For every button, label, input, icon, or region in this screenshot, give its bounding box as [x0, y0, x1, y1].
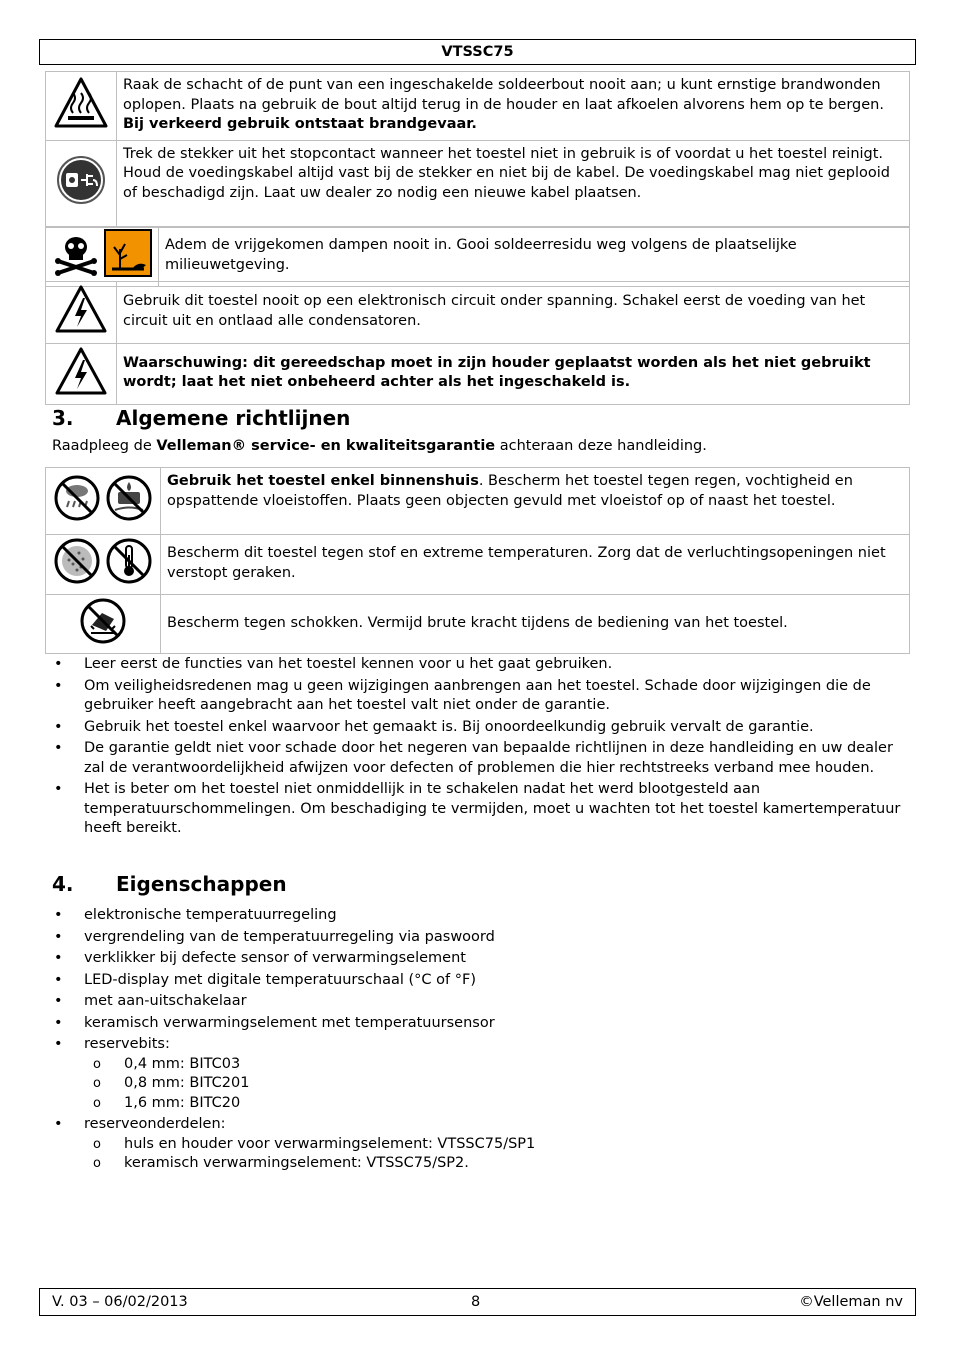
guidelines-table	[45, 467, 910, 654]
features-list	[52, 906, 902, 1176]
list-item: • reservebits: o 0,4 mm: BITC03 o 0,8 mm: BITC201 o 1,6 mm: BITC20	[52, 1035, 902, 1113]
section-heading: 3. Algemene richtlijnen	[52, 406, 351, 430]
list-item: • reserveonderdelen: o huls en houder voor verwarmingselement: VTSSC75/SP1 o keramisch verwarmingselement: VTSSC75/SP2.	[52, 1115, 902, 1174]
warning-icon-cell	[46, 140, 117, 227]
sub-list-item: o 0,8 mm: BITC201	[84, 1074, 902, 1094]
guideline-row	[46, 535, 910, 595]
warning-text: Gebruik dit toestel nooit op een elektronisch circuit onder spanning. Schakel eerst de voeding van het circuit uit en ontlaad alle condensatoren.	[117, 282, 910, 344]
guideline-text: Bescherm dit toestel tegen stof en extreme temperaturen. Zorg dat de verluchtingsopeningen niet verstopt geraken.	[161, 535, 910, 595]
warning-row	[46, 343, 910, 405]
guidelines-list	[52, 655, 902, 841]
hot-surface-icon	[53, 75, 109, 131]
electric-shock-icon	[54, 284, 108, 334]
toxic-icon	[52, 231, 100, 277]
guideline-icon-cell	[46, 468, 161, 535]
guideline-row	[46, 594, 910, 654]
sub-list	[84, 1135, 902, 1174]
warning-text: Trek de stekker uit het stopcontact wanneer het toestel niet in gebruik is of voordat u het toestel reinigt. Houd de voedingskabel altijd vast bij de stekker en niet bij de kabel. De voedingskabel mag niet geplooid of beschadigd zijn. Laat uw dealer zo nodig een nieuwe kabel plaatsen.	[117, 140, 910, 227]
list-item: • Leer eerst de functies van het toestel kennen voor u het gaat gebruiken.	[52, 655, 902, 675]
warning-icon-cell	[46, 343, 117, 405]
sub-list-item: o huls en houder voor verwarmingselement: VTSSC75/SP1	[84, 1135, 902, 1155]
section-intro: Raadpleeg de Velleman® service- en kwaliteitsgarantie achteraan deze handleiding.	[52, 438, 707, 454]
document-header: VTSSC75	[39, 39, 916, 65]
unplug-icon	[56, 155, 106, 205]
no-shock-icon	[79, 597, 127, 645]
no-rain-icon	[53, 474, 101, 522]
list-item: • met aan-uitschakelaar	[52, 992, 902, 1012]
list-item: • elektronische temperatuurregeling	[52, 906, 902, 926]
warnings-table	[45, 71, 910, 228]
list-item: • Gebruik het toestel enkel waarvoor het gemaakt is. Bij onoordeelkundig gebruik vervalt de garantie.	[52, 718, 902, 738]
page-number: 8	[471, 1294, 481, 1310]
warning-text: Waarschuwing: dit gereedschap moet in zijn houder geplaatst worden als het niet gebruikt wordt; laat het niet onbeheerd achter als het ingeschakeld is.	[117, 343, 910, 405]
sub-list-item: o 0,4 mm: BITC03	[84, 1055, 902, 1075]
warning-row	[46, 282, 910, 344]
electric-shock-icon	[54, 346, 108, 396]
section-heading: 4. Eigenschappen	[52, 872, 287, 896]
no-dust-icon	[53, 537, 101, 585]
warning-icon-cell	[46, 282, 117, 344]
list-item: • vergrendeling van de temperatuurregeling via paswoord	[52, 928, 902, 948]
warning-text: Adem de vrijgekomen dampen nooit in. Gooi soldeerresidu weg volgens de plaatselijke milieuwetgeving.	[159, 227, 910, 287]
footer-version: V. 03 – 06/02/2013	[52, 1294, 188, 1310]
list-item: • Het is beter om het toestel niet onmiddellijk in te schakelen nadat het werd blootgesteld aan temperatuurschommelingen. Om beschadiging te vermijden, moet u wachten tot het toestel kamertemperatuur heeft bereikt.	[52, 780, 902, 839]
environment-hazard-icon	[104, 229, 152, 277]
footer-copyright: ©Velleman nv	[799, 1294, 903, 1310]
sub-list	[84, 1055, 902, 1114]
guideline-row	[46, 468, 910, 535]
guideline-icon-cell	[46, 535, 161, 595]
sub-list-item: o keramisch verwarmingselement: VTSSC75/SP2.	[84, 1154, 902, 1174]
list-item: • Om veiligheidsredenen mag u geen wijzigingen aanbrengen aan het toestel. Schade door wijzigingen die de gebruiker heeft aangebracht aan het toestel valt niet onder de garantie.	[52, 677, 902, 716]
warning-row	[46, 227, 910, 287]
document-footer	[39, 1288, 916, 1316]
warning-text: Raak de schacht of de punt van een ingeschakelde soldeerbout nooit aan; u kunt ernstige brandwonden oplopen. Plaats na gebruik de bout altijd terug in de houder en laat afkoelen alvorens hem op te bergen. Bij verkeerd gebruik ontstaat brandgevaar.	[117, 72, 910, 141]
warning-row	[46, 140, 910, 227]
guideline-icon-cell	[46, 594, 161, 654]
list-item: • De garantie geldt niet voor schade door het negeren van bepaalde richtlijnen in deze handleiding en uw dealer zal de verantwoordelijkheid afwijzen voor defecten of problemen die hier rechtstreeks verband mee houden.	[52, 739, 902, 778]
warnings-table-2	[45, 226, 910, 287]
no-liquid-icon	[105, 474, 153, 522]
guideline-text: Bescherm tegen schokken. Vermijd brute kracht tijdens de bediening van het toestel.	[161, 594, 910, 654]
guideline-text: Gebruik het toestel enkel binnenshuis. Bescherm het toestel tegen regen, vochtigheid en opspattende vloeistoffen. Plaats geen objecten gevuld met vloeistof op of naast het toestel.	[161, 468, 910, 535]
list-item: • keramisch verwarmingselement met temperatuursensor	[52, 1014, 902, 1034]
warning-row	[46, 72, 910, 141]
no-extreme-temperature-icon	[105, 537, 153, 585]
warning-icon-cell	[46, 227, 159, 287]
warnings-table-3	[45, 281, 910, 405]
list-item: • LED-display met digitale temperatuurschaal (°C of °F)	[52, 971, 902, 991]
sub-list-item: o 1,6 mm: BITC20	[84, 1094, 902, 1114]
list-item: • verklikker bij defecte sensor of verwarmingselement	[52, 949, 902, 969]
warning-icon-cell	[46, 72, 117, 141]
